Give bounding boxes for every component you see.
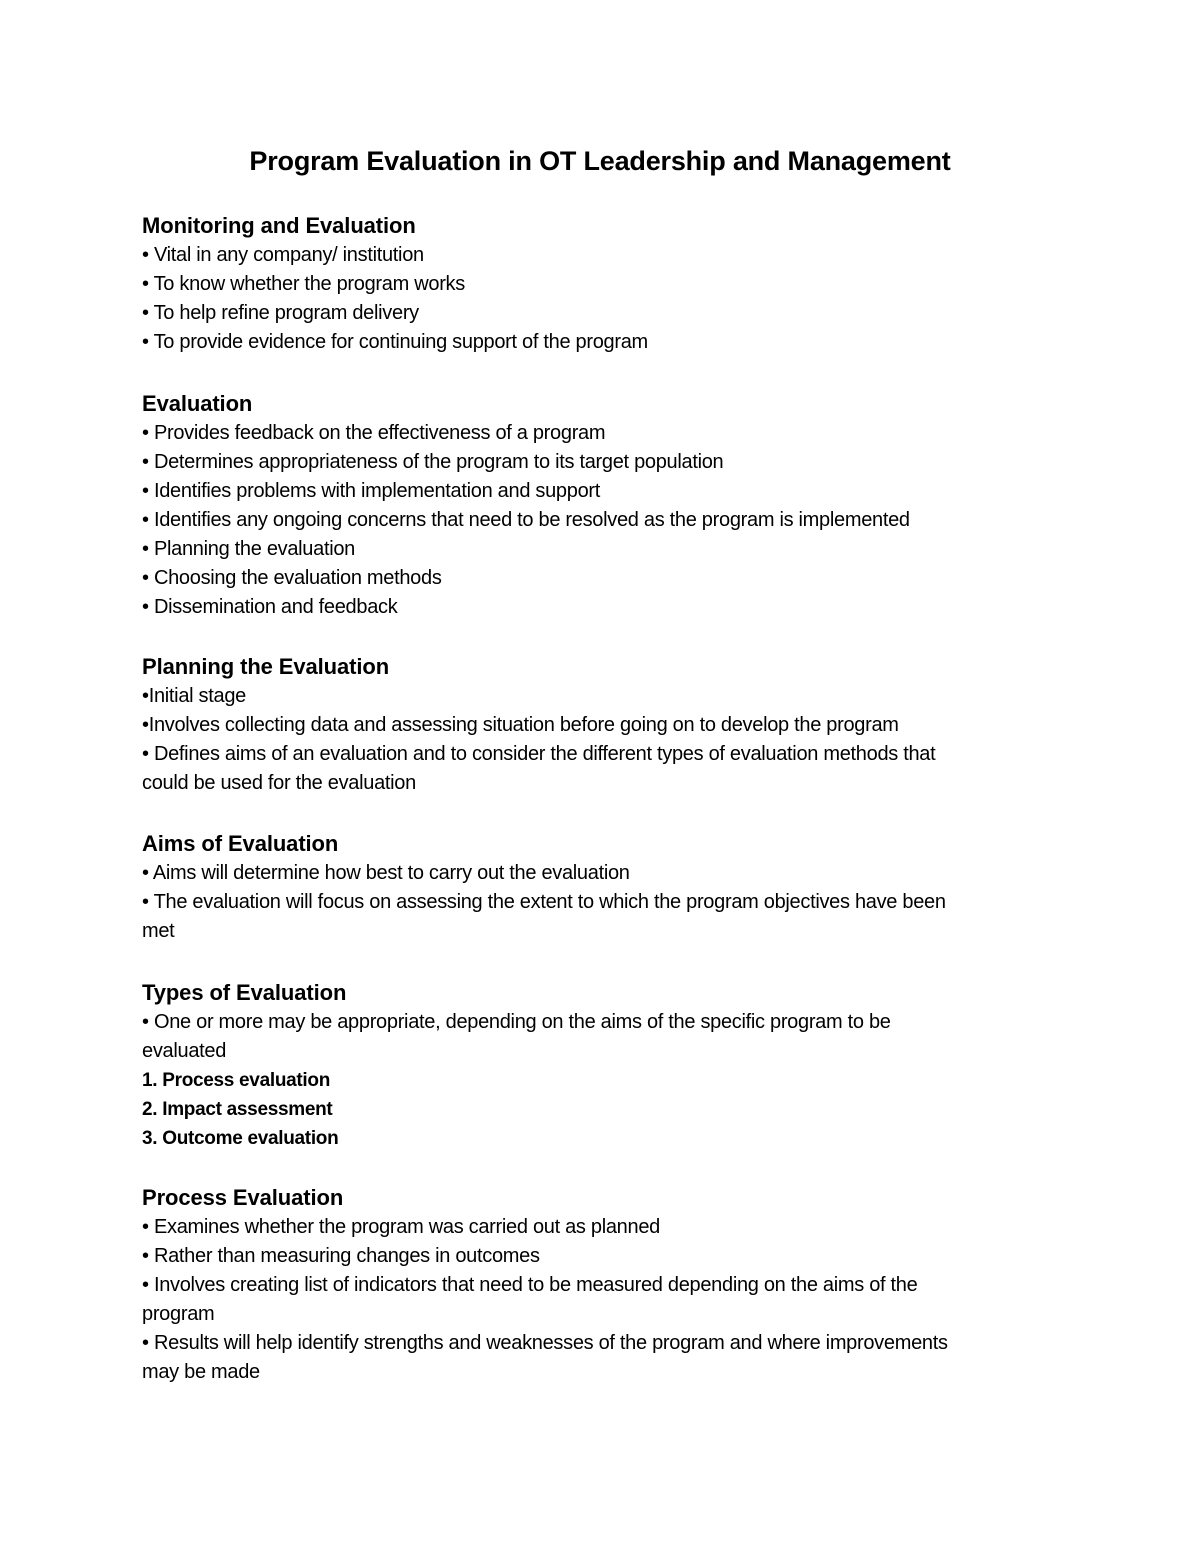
section-evaluation (142, 389, 1062, 622)
bullet-item-continuation: program (142, 1303, 215, 1325)
bullet-item-continuation: met (142, 920, 175, 942)
bullet-item: • Involves creating list of indicators that need to be measured depending on the aims of the (142, 1274, 918, 1296)
bullet-item: • To know whether the program works (142, 273, 465, 295)
bullet-item-continuation: may be made (142, 1361, 260, 1383)
numbered-item: 1. Process evaluation (142, 1070, 331, 1091)
bullet-item: • One or more may be appropriate, depending on the aims of the specific program to be (142, 1011, 891, 1033)
section-monitoring-and-evaluation (142, 211, 1062, 357)
bullet-item: • Rather than measuring changes in outcomes (142, 1245, 540, 1267)
bullet-item: • Defines aims of an evaluation and to consider the different types of evaluation methods that (142, 743, 936, 765)
bullet-item: • To help refine program delivery (142, 302, 419, 324)
section-heading: Types of Evaluation (142, 980, 347, 1005)
section-heading: Evaluation (142, 391, 253, 416)
bullet-item: •Initial stage (142, 685, 246, 707)
section-planning-the-evaluation (142, 652, 1062, 798)
bullet-item: • Vital in any company/ institution (142, 244, 424, 266)
section-process-evaluation (142, 1183, 1062, 1387)
bullet-item: •Involves collecting data and assessing situation before going on to develop the program (142, 714, 899, 736)
bullet-item-continuation: evaluated (142, 1040, 227, 1062)
bullet-item: • Determines appropriateness of the program to its target population (142, 451, 724, 473)
bullet-item: • Results will help identify strengths and weaknesses of the program and where improvements (142, 1332, 948, 1354)
numbered-item: 3. Outcome evaluation (142, 1128, 339, 1149)
section-types-of-evaluation (142, 978, 1062, 1153)
bullet-item-continuation: could be used for the evaluation (142, 772, 416, 794)
document-title: Program Evaluation in OT Leadership and Management (249, 146, 951, 176)
bullet-item: • Provides feedback on the effectiveness of a program (142, 422, 606, 444)
section-aims-of-evaluation (142, 829, 1062, 946)
bullet-item: • To provide evidence for continuing support of the program (142, 331, 648, 353)
bullet-item: • Aims will determine how best to carry out the evaluation (142, 862, 630, 884)
bullet-item: • Examines whether the program was carried out as planned (142, 1216, 660, 1238)
section-heading: Monitoring and Evaluation (142, 213, 416, 238)
bullet-item: • The evaluation will focus on assessing the extent to which the program objectives have been (142, 891, 946, 913)
bullet-item: • Identifies any ongoing concerns that need to be resolved as the program is implemented (142, 509, 910, 531)
bullet-item: • Identifies problems with implementation and support (142, 480, 601, 502)
section-heading: Process Evaluation (142, 1185, 344, 1210)
section-heading: Aims of Evaluation (142, 831, 339, 856)
bullet-item: • Planning the evaluation (142, 538, 355, 560)
section-heading: Planning the Evaluation (142, 654, 390, 679)
bullet-item: • Dissemination and feedback (142, 596, 398, 618)
numbered-item: 2. Impact assessment (142, 1099, 333, 1120)
bullet-item: • Choosing the evaluation methods (142, 567, 442, 589)
